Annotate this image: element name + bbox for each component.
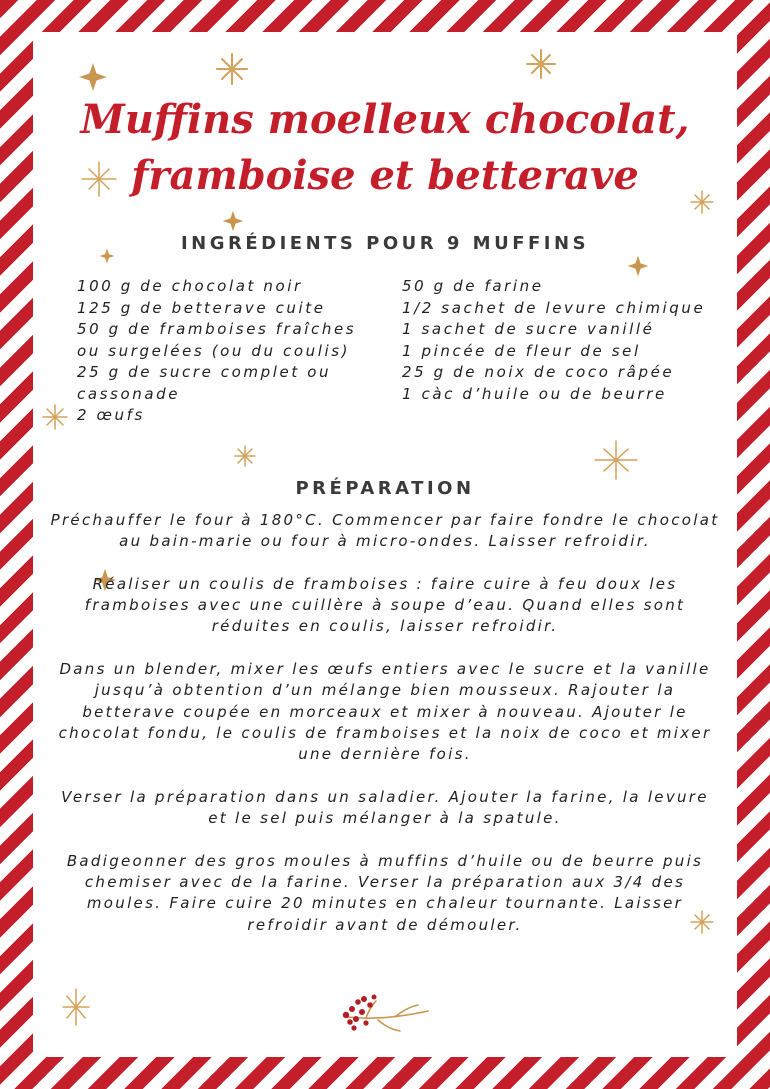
star-icon: [222, 210, 244, 232]
ingredients-heading: INGRÉDIENTS POUR 9 MUFFINS: [180, 233, 590, 254]
berry-branch-icon: [338, 993, 434, 1035]
ingredient-item: 25 g de sucre complet ou cassonade: [77, 363, 332, 403]
star-icon: [78, 62, 108, 92]
star-icon: [627, 255, 649, 277]
ingredient-item: 1/2 sachet de levure chimique: [402, 298, 706, 317]
preparation-paragraph: Verser la préparation dans un saladier. Ajouter la farine, la levure et le sel puis mélanger à la spatule.: [61, 787, 709, 828]
preparation-paragraph: Réaliser un coulis de framboises : faire cuire à feu doux les framboises avec une cuillère à soupe d’eau. Quand elles sont réduites en coulis, laisser refroidir.: [84, 574, 686, 636]
recipe-title-line-2: framboise et betterave: [131, 152, 639, 199]
ingredient-item: 25 g de noix de coco râpée: [402, 363, 675, 381]
preparation-paragraph: Préchauffer le four à 180°C. Commencer par faire fondre le chocolat au bain-marie ou four à micro-ondes. Laisser refroidir.: [50, 511, 720, 551]
recipe-title-line-1: Muffins moelleux chocolat,: [80, 96, 690, 143]
ingredient-item: 50 g de framboises fraîches ou surgelées (ou du coulis): [77, 320, 357, 360]
ingredient-item: 1 càc d’huile ou de beurre: [402, 384, 667, 403]
ingredient-item: 50 g de farine: [402, 277, 544, 295]
star-shape: [628, 256, 649, 277]
sparkle-icon: [42, 404, 68, 430]
ingredient-item: 2 œufs: [77, 406, 145, 424]
recipe-title: [0, 92, 770, 204]
ingredients-list-right: [402, 276, 717, 405]
sparkle-icon: [234, 445, 256, 467]
ingredient-item: 100 g de chocolat noir: [77, 277, 303, 295]
sparkle-icon: [62, 988, 90, 1026]
sparkle-icon: [215, 52, 249, 86]
ingredient-item: 125 g de betterave cuite: [77, 298, 326, 317]
preparation-heading: PRÉPARATION: [295, 478, 475, 499]
star-shape: [223, 211, 244, 232]
star-shape: [79, 63, 107, 91]
sparkle-icon: [594, 440, 638, 480]
preparation-steps: [50, 510, 720, 957]
ingredients-list-left: [77, 276, 377, 427]
ingredient-item: 1 sachet de sucre vanillé: [402, 320, 655, 338]
sparkle-icon: [525, 48, 557, 80]
ingredient-item: 1 pincée de fleur de sel: [402, 341, 641, 360]
preparation-paragraph: Dans un blender, mixer les œufs entiers avec le sucre et la vanille jusqu’à obtention d’un mélange bien mousseux. Rajouter la betterave coupée en morceaux et mixer à nouveau. Ajouter le chocolat fondu, le coulis de framboises et la noix de coco et mixer une dernière fois.: [58, 660, 712, 764]
preparation-paragraph: Badigeonner des gros moules à muffins d’huile ou de beurre puis chemiser avec de la farine. Verser la préparation aux 3/4 des moules. Faire cuire 20 minutes en chaleur tournante. Laisser refroidir avant de démouler.: [66, 851, 704, 934]
